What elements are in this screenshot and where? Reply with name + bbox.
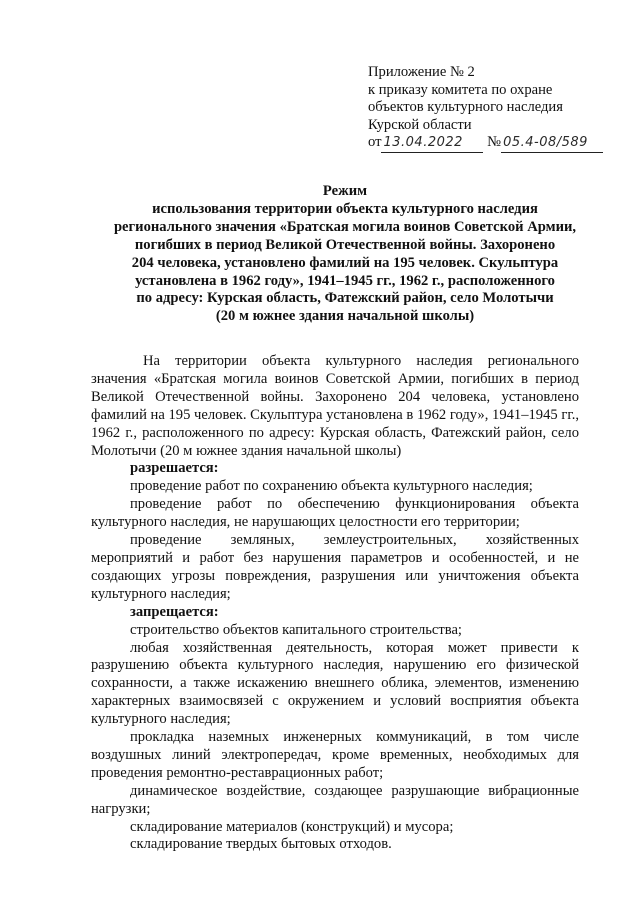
document-body <box>91 353 579 854</box>
date-prefix: от <box>368 134 382 151</box>
title-line: 204 человека, установлено фамилий на 195 человек. Скульптура <box>131 254 559 271</box>
regime-heading: Режим <box>322 183 368 199</box>
allowed-label: разрешается: <box>130 460 219 477</box>
title-line: (20 м южнее здания начальной школы) <box>215 308 475 325</box>
title-line: установлена в 1962 году», 1941–1945 гг., 1962 г., расположенного <box>135 272 555 289</box>
appendix-block <box>368 64 618 153</box>
title-line: погибших в период Великой Отечественной войны. Захоронено <box>134 236 556 253</box>
title-line: регионального значения «Братская могила воинов Советской Армии, <box>113 218 577 235</box>
forbidden-label: запрещается: <box>130 603 219 620</box>
intro-paragraph: На территории объекта культурного наследия регионального значения «Братская могила воинов Советской Армии, погибших в период Великой Отечественной войны. Захоронено 204 человека, установлено фамилий на 195 человек. Скульптура установлена в 1962 году», 1941–1945 гг., 1962 г., расположенного по адресу: Курская область, Фатежский район, село Молотычи (20 м южнее здания начальной школы) <box>91 353 579 459</box>
forbidden-item: динамическое воздействие, создающее разрушающие вибрационные нагрузки; <box>91 782 579 817</box>
allowed-item: проведение земляных, землеустроительных, хозяйственных мероприятий и работ без нарушения параметров и особенностей, и не создающих угрозы повреждения, разрушения или уничтожения объекта культурного наследия; <box>91 532 579 602</box>
appendix-date-number-line <box>368 134 618 153</box>
forbidden-item: строительство объектов капитального строительства; <box>130 621 462 638</box>
appendix-order-line: к приказу комитета по охране <box>368 81 553 98</box>
allowed-item: проведение работ по сохранению объекта культурного наследия; <box>130 478 533 495</box>
forbidden-item: складирование материалов (конструкций) и мусора; <box>130 818 454 835</box>
number-prefix: № <box>487 134 502 151</box>
allowed-item: проведение работ по обеспечению функционирования объекта культурного наследия, не нарушающих целостности его территории; <box>91 496 579 531</box>
appendix-title: Приложение № 2 <box>368 64 475 80</box>
forbidden-item: любая хозяйственная деятельность, которая может привести к разрушению объекта культурного наследия, нарушению его физической сохранности, а также искажению внешнего облика, элементов, изменению характерных взаимосвязей с окружением и условий восприятия объекта культурного наследия; <box>91 639 579 728</box>
regime-title <box>80 183 610 326</box>
forbidden-item: прокладка наземных инженерных коммуникаций, в том числе воздушных линий электропередач, кроме временных, необходимых для проведения ремонтно-реставрационных работ; <box>91 729 579 781</box>
appendix-committee-line: объектов культурного наследия <box>368 99 563 116</box>
appendix-region-line: Курской области <box>368 116 472 133</box>
handwritten-number: 05.4-08/589 <box>501 134 603 153</box>
handwritten-date: 13.04.2022 <box>381 134 483 153</box>
forbidden-item: складирование твердых бытовых отходов. <box>130 836 392 853</box>
title-line: по адресу: Курская область, Фатежский район, село Молотычи <box>136 290 554 307</box>
title-line: использования территории объекта культурного наследия <box>152 200 538 217</box>
